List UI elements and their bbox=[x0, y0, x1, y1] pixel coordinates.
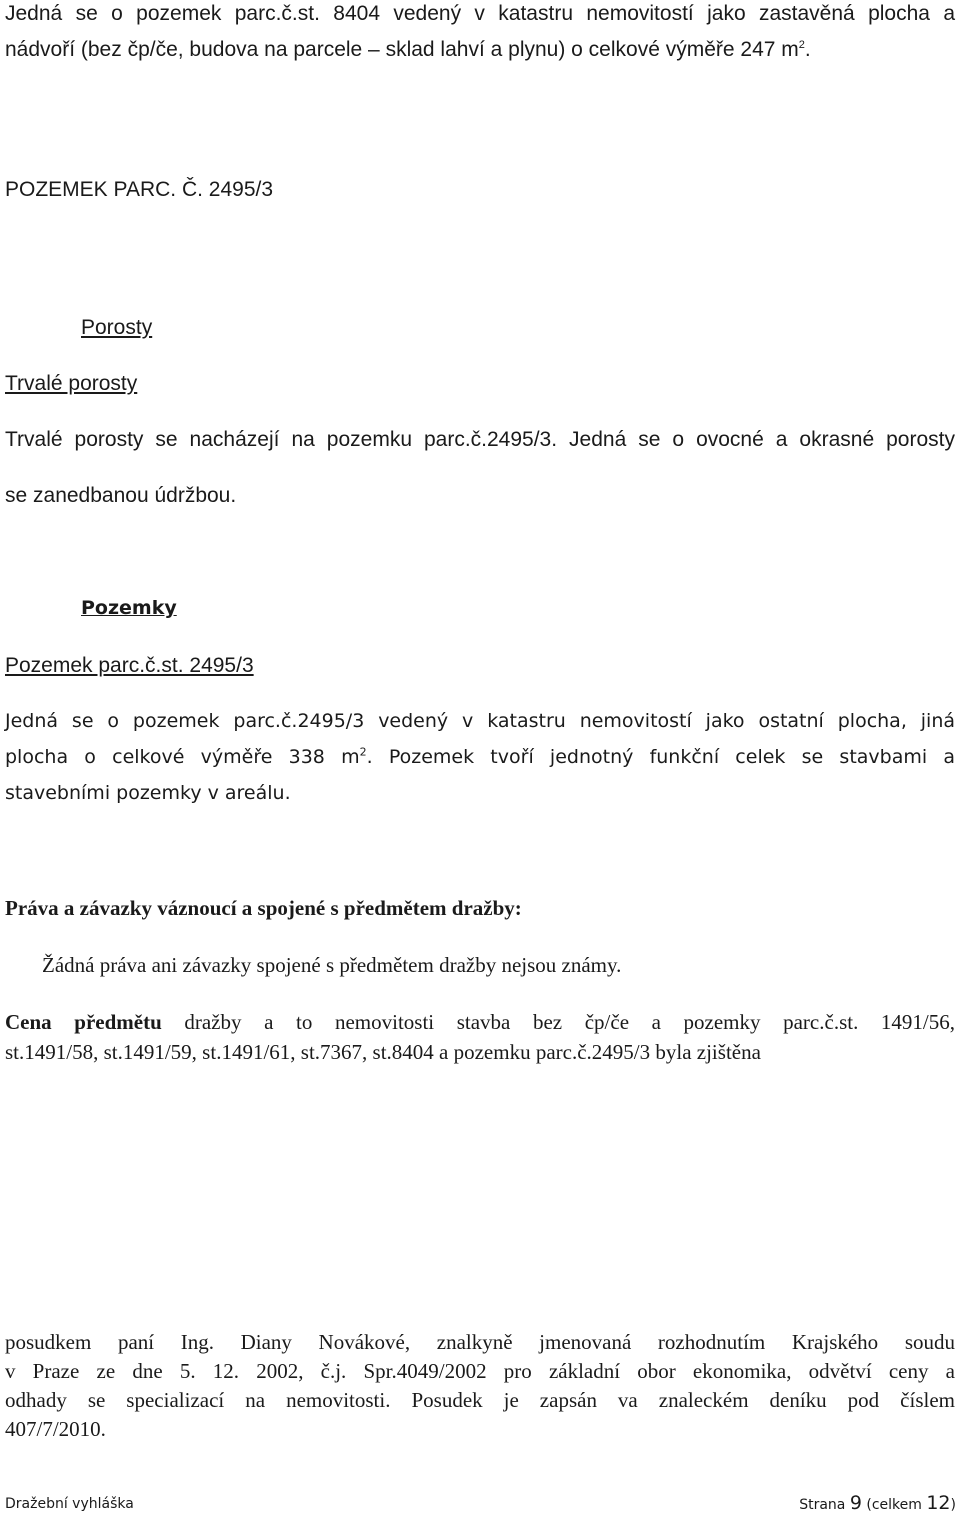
porosty-subheading: Trvalé porosty bbox=[5, 372, 138, 395]
posudek-line-3: odhady se specializací na nemovitosti. Posudek je zapsán va znaleckém deníku pod číslem bbox=[5, 1388, 955, 1412]
prava-text: Žádná práva ani závazky spojené s předmětem dražby nejsou známy. bbox=[42, 953, 622, 977]
posudek-line-4: 407/7/2010. bbox=[5, 1417, 106, 1441]
pozemky-text-line-1: Jedná se o pozemek parc.č.2495/3 vedený v katastru nemovitostí jako ostatní plocha, jiná bbox=[5, 710, 955, 732]
porosty-text-line-2: se zanedbanou údržbou. bbox=[5, 484, 237, 507]
footer-page-number: Strana 9 (celkem 12) bbox=[799, 1492, 956, 1514]
prava-heading: Práva a závazky váznoucí a spojené s předmětem dražby: bbox=[5, 896, 522, 920]
posudek-line-1: posudkem paní Ing. Diany Novákové, znalkyně jmenovaná rozhodnutím Krajského soudu bbox=[5, 1330, 955, 1354]
cena-line-2: st.1491/58, st.1491/59, st.1491/61, st.7367, st.8404 a pozemku parc.č.2495/3 byla zjištěna bbox=[5, 1040, 761, 1064]
parcel-heading: POZEMEK PARC. Č. 2495/3 bbox=[5, 178, 274, 201]
porosty-heading: Porosty bbox=[81, 316, 153, 339]
footer-title: Dražební vyhláška bbox=[5, 1496, 134, 1512]
pozemky-text-line-3: stavebními pozemky v areálu. bbox=[5, 782, 291, 804]
pozemky-heading: Pozemky bbox=[81, 597, 177, 619]
pozemky-text-line-2: plocha o celkové výměře 338 $m^2$. Pozemek tvoří jednotný funkční celek se stavbami a bbox=[5, 745, 955, 768]
cena-line-1: Cena předmětu dražby a to nemovitosti stavba bez čp/če a pozemky parc.č.st. 1491/56, bbox=[5, 1010, 956, 1034]
intro-line-1: Jedná se o pozemek parc.č.st. 8404 vedený v katastru nemovitostí jako zastavěná plocha a bbox=[5, 2, 955, 25]
pozemky-subheading: Pozemek parc.č.st. 2495/3 bbox=[5, 654, 254, 677]
intro-line-2: nádvoří (bez čp/če, budova na parcele – sklad lahví a plynu) o celkové výměře 247 $m^2$. bbox=[5, 38, 811, 61]
porosty-text-line-1: Trvalé porosty se nacházejí na pozemku parc.č.2495/3. Jedná se o ovocné a okrasné porosty bbox=[5, 428, 955, 451]
posudek-line-2: v Praze ze dne 5. 12. 2002, č.j. Spr.4049/2002 pro základní obor ekonomika, odvětví ceny a bbox=[5, 1359, 955, 1383]
